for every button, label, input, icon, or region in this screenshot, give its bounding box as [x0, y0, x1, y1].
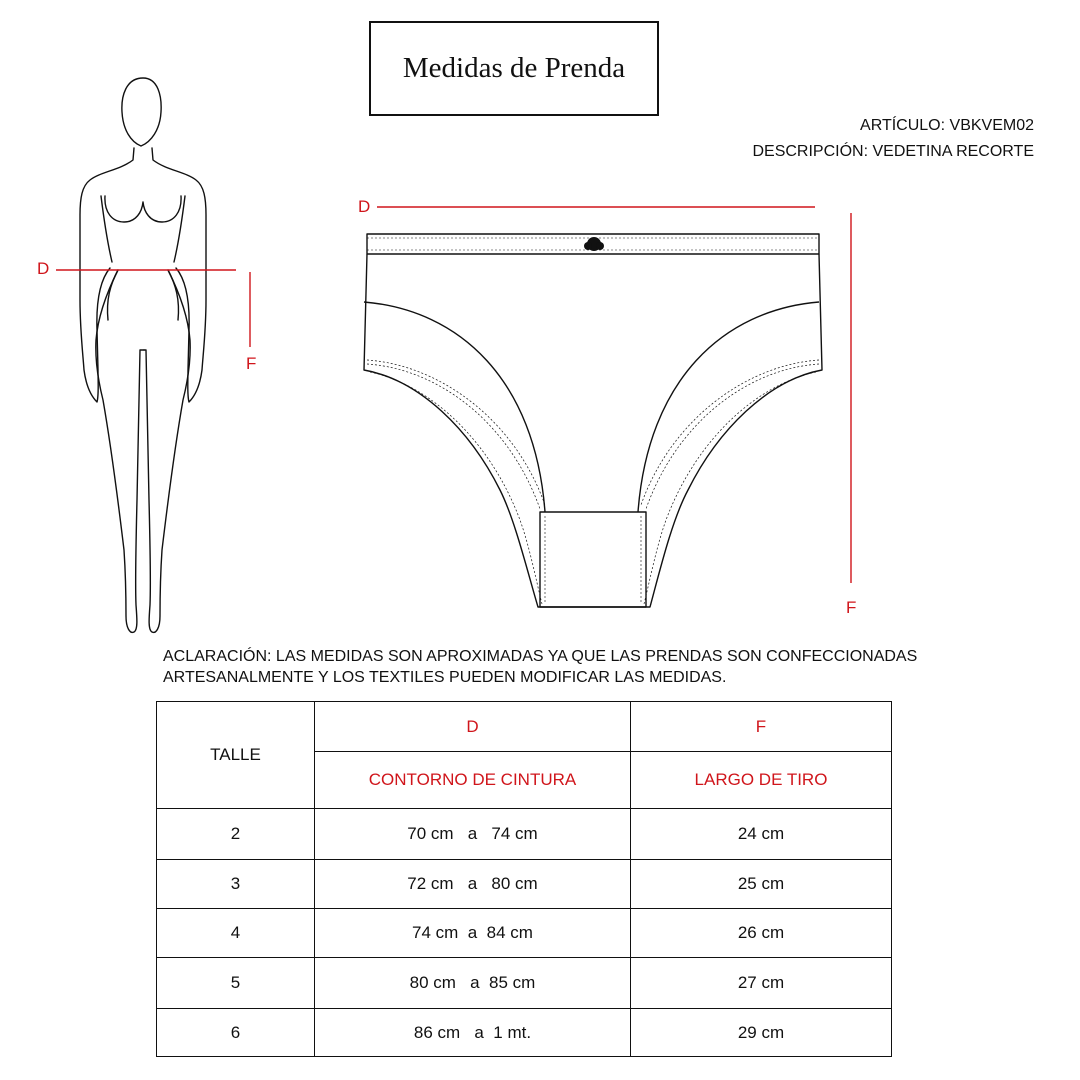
rise-cell: 26 cm — [631, 909, 892, 958]
size-table — [156, 701, 892, 1057]
size-cell: 6 — [157, 1009, 315, 1057]
disclaimer-note — [163, 646, 923, 688]
page-title: Medidas de Prenda — [369, 21, 659, 116]
size-cell: 5 — [157, 958, 315, 1009]
garment-d-label: D — [358, 197, 371, 216]
disclaimer-line-2: ARTESANALMENTE Y LOS TEXTILES PUEDEN MODIFICAR LAS MEDIDAS. — [163, 669, 727, 686]
table-row — [157, 809, 892, 860]
garment-drawing — [0, 0, 900, 640]
garment-gusset — [540, 512, 646, 607]
table-row — [157, 1009, 892, 1057]
garment-bow — [584, 237, 604, 251]
waist-cell: 70 cm a 74 cm — [315, 809, 631, 860]
col-d-name: CONTORNO DE CINTURA — [315, 752, 631, 809]
size-header: TALLE — [157, 702, 315, 809]
waist-cell: 72 cm a 80 cm — [315, 860, 631, 909]
rise-cell: 27 cm — [631, 958, 892, 1009]
table-row — [157, 958, 892, 1009]
size-cell: 2 — [157, 809, 315, 860]
col-f-letter: F — [631, 702, 892, 752]
col-d-letter: D — [315, 702, 631, 752]
waist-cell: 80 cm a 85 cm — [315, 958, 631, 1009]
garment-f-label: F — [846, 598, 857, 617]
rise-cell: 24 cm — [631, 809, 892, 860]
article-description: DESCRIPCIÓN: VEDETINA RECORTE — [752, 143, 1034, 160]
article-code: ARTÍCULO: VBKVEM02 — [860, 117, 1034, 134]
rise-cell: 25 cm — [631, 860, 892, 909]
waist-cell: 74 cm a 84 cm — [315, 909, 631, 958]
disclaimer-line-1: ACLARACIÓN: LAS MEDIDAS SON APROXIMADAS YA QUE LAS PRENDAS SON CONFECCIONADAS — [163, 648, 918, 665]
body-d-label: D — [37, 259, 50, 278]
size-cell: 4 — [157, 909, 315, 958]
waist-cell: 86 cm a 1 mt. — [315, 1009, 631, 1057]
body-f-label: F — [246, 354, 257, 373]
table-row — [157, 909, 892, 958]
table-row — [157, 860, 892, 909]
rise-cell: 29 cm — [631, 1009, 892, 1057]
garment-outline — [364, 254, 822, 607]
size-cell: 3 — [157, 860, 315, 909]
col-f-name: LARGO DE TIRO — [631, 752, 892, 809]
